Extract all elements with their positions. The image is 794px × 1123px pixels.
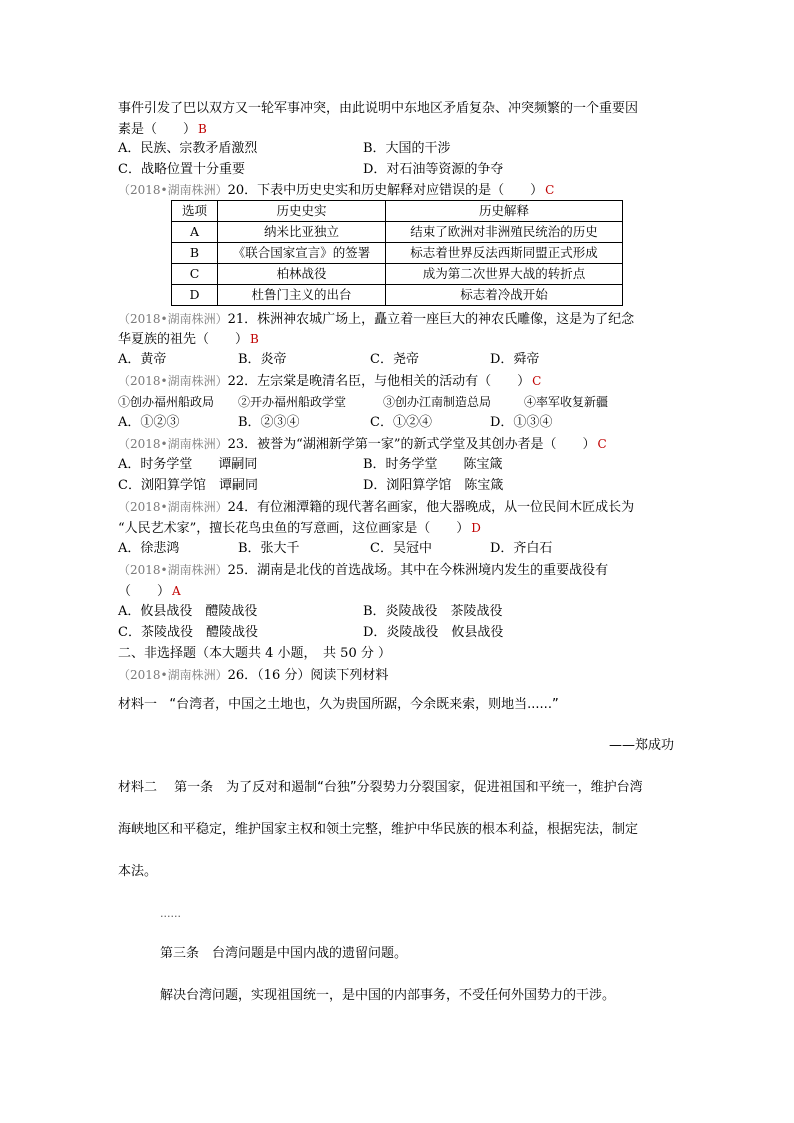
table-row	[172, 243, 623, 264]
q21-stem-line2: 华夏族的祖先（ ） B	[118, 332, 259, 347]
answer-mark: C	[532, 374, 542, 388]
table-cell: 结束了欧洲对非洲殖民统治的历史	[386, 222, 623, 243]
option-a: A．民族、宗教矛盾激烈	[118, 141, 258, 156]
answer-mark: A	[172, 584, 181, 598]
table-cell: C	[172, 264, 218, 285]
q19-stem-line1: 事件引发了巴以双方又一轮军事冲突，由此说明中东地区矛盾复杂、冲突频繁的一个重要因	[118, 101, 639, 116]
answer-mark: B	[198, 122, 207, 136]
option-b: B．②③④	[238, 415, 300, 430]
ellipsis: ......	[160, 907, 181, 920]
option-d: D．对石油等资源的争夺	[363, 162, 504, 177]
answer-mark: B	[250, 332, 259, 346]
item-4: ④率军收复新疆	[524, 395, 609, 409]
table-header-row	[172, 201, 623, 222]
material-one-text: “台湾者，中国之土地也，久为贵国所踞，今余既来索，则地当......”	[169, 697, 559, 712]
table-row	[172, 285, 623, 306]
option-c: C．①②④	[370, 415, 432, 430]
q19-stem-line2: 素是（ ） B	[118, 122, 207, 137]
section-title: 二、非选择题（本大题共 4 小题， 共 50 分 ）	[118, 646, 391, 661]
option-a: A．徐悲鸿	[118, 541, 180, 556]
history-table	[171, 200, 623, 306]
answer-mark: D	[471, 521, 481, 535]
table-cell: 杜鲁门主义的出台	[218, 285, 386, 306]
q21-stem: （2018•湖南株洲）21．株洲神农城广场上，矗立着一座巨大的神农氏雕像，这是为了纪念	[118, 312, 635, 327]
table-row	[172, 264, 623, 285]
option-d: D．①③④	[490, 415, 553, 430]
table-header-cell: 历史史实	[218, 201, 386, 222]
table-cell: 成为第二次世界大战的转折点	[386, 264, 623, 285]
material-two-line2: 海峡地区和平稳定，维护国家主权和领土完整，维护中华民族的根本利益，根据宪法，制定	[118, 822, 639, 837]
option-a: A．攸县战役 醴陵战役	[118, 604, 258, 619]
table-cell: D	[172, 285, 218, 306]
q24-stem-line2: “人民艺术家”，擅长花鸟虫鱼的写意画，这位画家是（ ） D	[118, 521, 481, 536]
article-three: 第三条 台湾问题是中国内战的遗留问题。	[160, 946, 408, 961]
article-three-text: 解决台湾问题，实现祖国统一，是中国的内部事务，不受任何外国势力的干涉。	[160, 988, 616, 1003]
table-cell: 纳米比亚独立	[218, 222, 386, 243]
option-d: D．炎陵战役 攸县战役	[363, 625, 504, 640]
option-d: D．舜帝	[490, 352, 540, 367]
table-cell: 柏林战役	[218, 264, 386, 285]
material-one-label: 材料一	[118, 697, 158, 712]
option-c: C．浏阳算学馆 谭嗣同	[118, 478, 258, 493]
option-b: B．时务学堂 陈宝箴	[363, 457, 503, 472]
table-cell: B	[172, 243, 218, 264]
q25-stem: （2018•湖南株洲）25．湖南是北伐的首选战场。其中在今株洲境内发生的重要战役有	[118, 563, 609, 578]
material-two-line3: 本法。	[118, 864, 158, 879]
option-d: D．齐白石	[490, 541, 553, 556]
option-a: A．时务学堂 谭嗣同	[118, 457, 258, 472]
q24-stem: （2018•湖南株洲）24．有位湘潭籍的现代著名画家，他大器晚成，从一位民间木匠成长为	[118, 500, 635, 515]
q26-stem: （2018•湖南株洲）26．（16 分）阅读下列材料	[118, 668, 389, 683]
answer-mark: C	[597, 437, 607, 451]
option-c: C．战略位置十分重要	[118, 162, 245, 177]
table-row	[172, 222, 623, 243]
option-c: C．尧帝	[370, 352, 419, 367]
option-a: A．①②③	[118, 415, 180, 430]
option-a: A．黄帝	[118, 352, 167, 367]
q23-stem: （2018•湖南株洲）23．被誉为“湖湘新学第一家”的新式学堂及其创办者是（ ） C	[118, 437, 607, 452]
option-b: B．张大千	[238, 541, 300, 556]
q25-stem-line2: （ ） A	[118, 584, 181, 599]
material-one-source: ——郑成功	[608, 738, 674, 753]
material-one	[118, 697, 559, 713]
q22-stem: （2018•湖南株洲）22．左宗棠是晚清名臣，与他相关的活动有（ ） C	[118, 374, 542, 389]
option-b: B．炎帝	[238, 352, 287, 367]
item-2: ②开办福州船政学堂	[238, 395, 347, 409]
answer-mark: C	[545, 183, 555, 197]
table-cell: 标志着冷战开始	[386, 285, 623, 306]
table-header-cell: 选项	[172, 201, 218, 222]
option-d: D．浏阳算学馆 陈宝箴	[363, 478, 504, 493]
item-1: ①创办福州船政局	[118, 395, 215, 409]
q20-stem: （2018•湖南株洲）20．下表中历史史实和历史解释对应错误的是（ ） C	[118, 183, 555, 198]
option-b: B．炎陵战役 茶陵战役	[363, 604, 503, 619]
table-header-cell: 历史解释	[386, 201, 623, 222]
option-b: B．大国的干涉	[363, 141, 451, 156]
material-two-line1: 材料二 第一条 为了反对和遏制“台独”分裂势力分裂国家，促进祖国和平统一，维护台湾	[118, 780, 643, 795]
table-cell: 《联合国家宣言》的签署	[218, 243, 386, 264]
table-cell: A	[172, 222, 218, 243]
option-c: C．吴冠中	[370, 541, 432, 556]
option-c: C．茶陵战役 醴陵战役	[118, 625, 258, 640]
table-cell: 标志着世界反法西斯同盟正式形成	[386, 243, 623, 264]
item-3: ③创办江南制造总局	[383, 395, 492, 409]
